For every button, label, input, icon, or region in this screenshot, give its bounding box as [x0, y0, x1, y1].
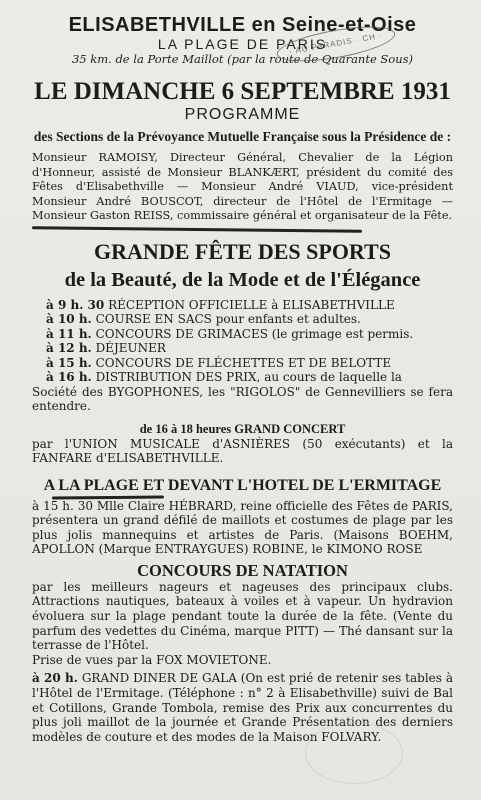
programme-label: PROGRAMME	[184, 106, 301, 123]
schedule-time: à 15 h.	[46, 355, 92, 370]
committee-paragraph: Monsieur RAMOISY, Directeur Général, Chevalier de la Légion d'Honneur, assisté de Monsieur BLANKÆRT, président du comité des Fêtes d'Elisabethville — Monsieur André VIAUD, vice-président Monsieur André BOUSCOT, directeur de l'Hôtel de l'Ermitage — Monsieur Gaston REISS, commissaire général et organisateur de la Fête.	[32, 151, 453, 222]
plage-subtitle	[32, 30, 453, 57]
schedule-text: COURSE EN SACS pour enfants et adultes.	[95, 312, 361, 326]
plage-section-body: à 15 h. 30 Mlle Claire HÉBRARD, reine officielle des Fêtes de PARIS, présentera un grand défilé de maillots et costumes de plage par les plus jolis mannequins et artistes de Paris. (Maisons BOEHM, APOLLON (Marque ENTRAYGUES) ROBINE, le KIMONO ROSE	[32, 498, 453, 557]
schedule-item	[46, 298, 453, 313]
distance-line: 35 km. de la Porte Maillot (par la route de Quarante Sous)	[71, 52, 414, 66]
sections-title: des Sections de la Prévoyance Mutuelle Française sous la Présidence de :	[33, 129, 452, 144]
schedule-text: CONCOURS DE FLÉCHETTES ET DE BELOTTE	[95, 355, 392, 370]
beaute-subtitle: de la Beauté, de la Mode et de l'Élégance	[64, 268, 421, 291]
schedule-item	[46, 370, 453, 385]
schedule-text: CONCOURS DE GRIMACES (le grimage est permis.	[95, 326, 414, 341]
plage-section-title: A LA PLAGE ET DEVANT L'HOTEL DE L'ERMITAGE	[43, 476, 442, 494]
schedule-list	[32, 297, 453, 414]
schedule-item	[46, 327, 453, 342]
schedule-item	[46, 312, 453, 327]
grande-fete-title: GRANDE FÊTE DES SPORTS	[94, 238, 391, 264]
schedule-text: DÉJEUNER	[95, 341, 166, 355]
schedule-time: à 12 h.	[46, 341, 92, 355]
concert-title: de 16 à 18 heures GRAND CONCERT	[139, 421, 346, 436]
schedule-item	[46, 341, 453, 356]
hand-underline	[52, 495, 164, 499]
town-title: ELISABETHVILLE en Seine-et-Oise	[68, 14, 417, 36]
natation-title: CONCOURS DE NATATION	[137, 560, 348, 580]
concert-body: par l'UNION MUSICALE d'ASNIÈRES (50 exécutants) et la FANFARE d'ELISABETHVILLE.	[32, 436, 453, 465]
hand-drawn-rule	[32, 226, 362, 232]
natation-body: par les meilleurs nageurs et nageuses des principaux clubs. Attractions nautiques, bateaux à voiles et à vapeur. Un hydravion évoluera sur la plage pendant toute la durée de la fête. (Vente du parfum des vedettes du Cinéma, marque PITT) — Thé dansant sur la terrasse de l'Hôtel.	[32, 579, 453, 653]
faded-seal	[305, 722, 403, 784]
gala-time: à 20 h.	[32, 671, 78, 686]
schedule-time: à 9 h. 30	[46, 297, 105, 312]
gala-text: GRAND DINER DE GALA (On est prié de retenir ses tables à l'Hôtel de l'Ermitage. (Téléphone : n° 2 à Elisabethville) suivi de Bal et Cotillons, Grande Tombola, remise des Prix aux concurrentes du plus joli maillot de la journée et Grande Présentation des derniers modèles de couture et des modes de la Maison FOLVARY.	[32, 671, 453, 744]
schedule-time: à 11 h.	[46, 326, 92, 341]
plage-text: LA PLAGE DE PARIS	[157, 36, 328, 52]
schedule-continuation: Société des BYGOPHONES, les "RIGOLOS" de Gennevilliers se fera entendre.	[32, 384, 453, 413]
schedule-time: à 10 h.	[46, 312, 92, 326]
schedule-time: à 16 h.	[46, 370, 92, 384]
fox-line: Prise de vues par la FOX MOVIETONE.	[32, 652, 272, 667]
schedule-text: DISTRIBUTION DES PRIX, au cours de laquelle la	[95, 370, 402, 384]
ink-stamp: · AU PARADIS · CH ·	[274, 20, 397, 68]
date-title: LE DIMANCHE 6 SEPTEMBRE 1931	[34, 78, 451, 105]
schedule-item	[46, 356, 453, 371]
schedule-text: RÉCEPTION OFFICIELLE à ELISABETHVILLE	[108, 297, 395, 312]
